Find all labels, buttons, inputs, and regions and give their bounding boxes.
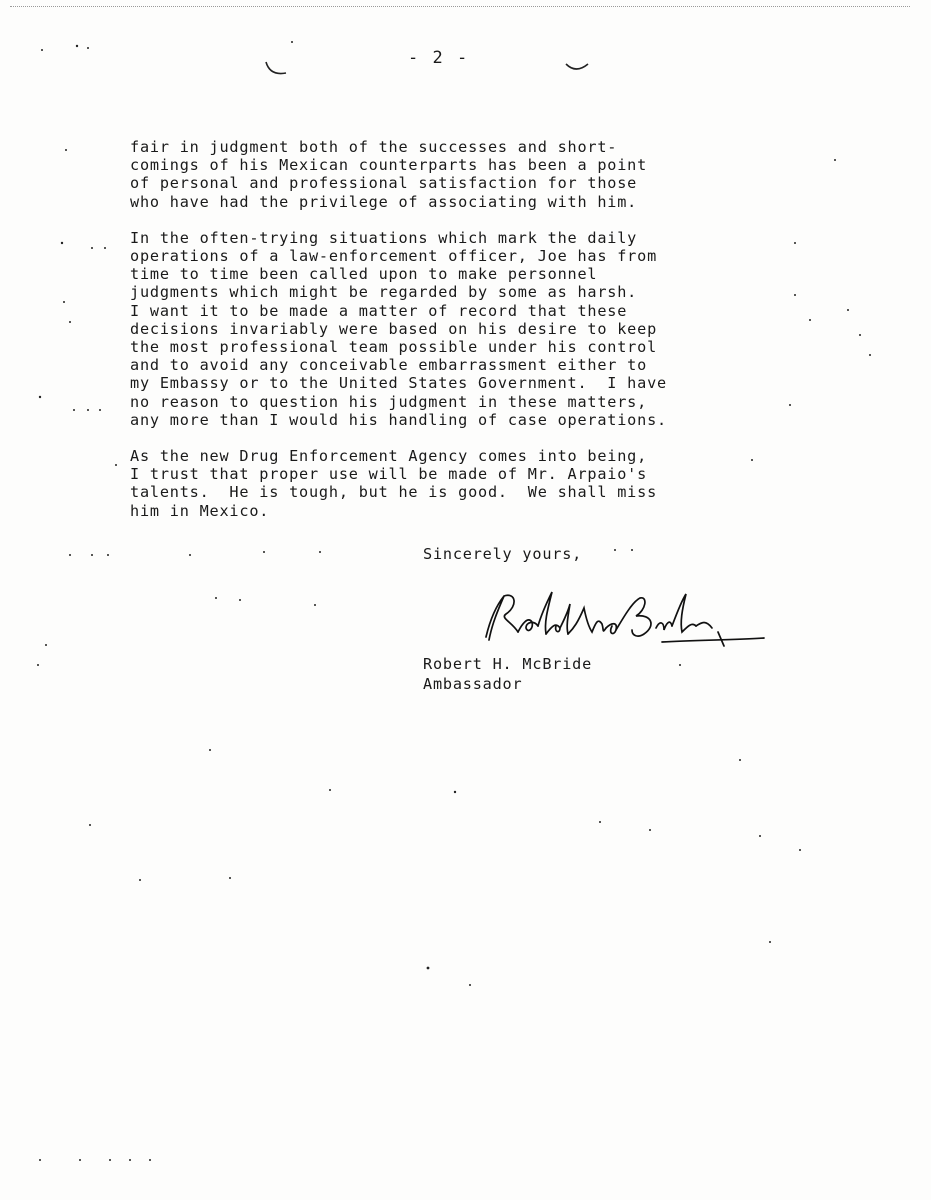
text-line: fair in judgment both of the successes and short- [130, 138, 618, 156]
text-line: who have had the privilege of associating with him. [130, 192, 638, 211]
text-line: him in Mexico. [130, 501, 270, 520]
text-line: comings of his Mexican counterparts has been a point [130, 156, 648, 175]
letter-body [130, 138, 770, 538]
scan-edge-line [10, 6, 910, 9]
paragraph-1 [130, 138, 770, 211]
text-line: In the often-trying situations which mark the daily [130, 228, 638, 247]
paragraph-2 [130, 229, 770, 429]
text-line: operations of a law-enforcement officer, Joe has from [130, 247, 658, 266]
text-line: my Embassy or to the United States Government. I have [130, 374, 667, 393]
closing: Sincerely yours, [423, 545, 583, 563]
paragraph-3 [130, 447, 770, 520]
text-line: As the new Drug Enforcement Agency comes into being, [130, 447, 648, 466]
signature [456, 582, 776, 657]
text-line: decisions invariably were based on his desire to keep [130, 319, 658, 338]
text-line: of personal and professional satisfaction for those [130, 174, 638, 193]
signer-name: Robert H. McBride [423, 655, 593, 673]
text-line: no reason to question his judgment in these matters, [130, 392, 648, 411]
text-line: any more than I would his handling of case operations. [130, 410, 667, 429]
text-line: I want it to be made a matter of record that these [130, 301, 628, 320]
text-line: and to avoid any conceivable embarrassment either to [130, 356, 648, 375]
signer-title: Ambassador [423, 675, 523, 693]
text-line: talents. He is tough, but he is good. We shall miss [130, 483, 658, 502]
text-line: I trust that proper use will be made of Mr. Arpaio's [130, 465, 648, 484]
signer-block [423, 654, 592, 694]
page-number: - 2 - [408, 48, 470, 68]
text-line: time to time been called upon to make personnel [130, 265, 598, 284]
text-line: the most professional team possible under his control [130, 338, 658, 357]
text-line: judgments which might be regarded by some as harsh. [130, 283, 638, 302]
